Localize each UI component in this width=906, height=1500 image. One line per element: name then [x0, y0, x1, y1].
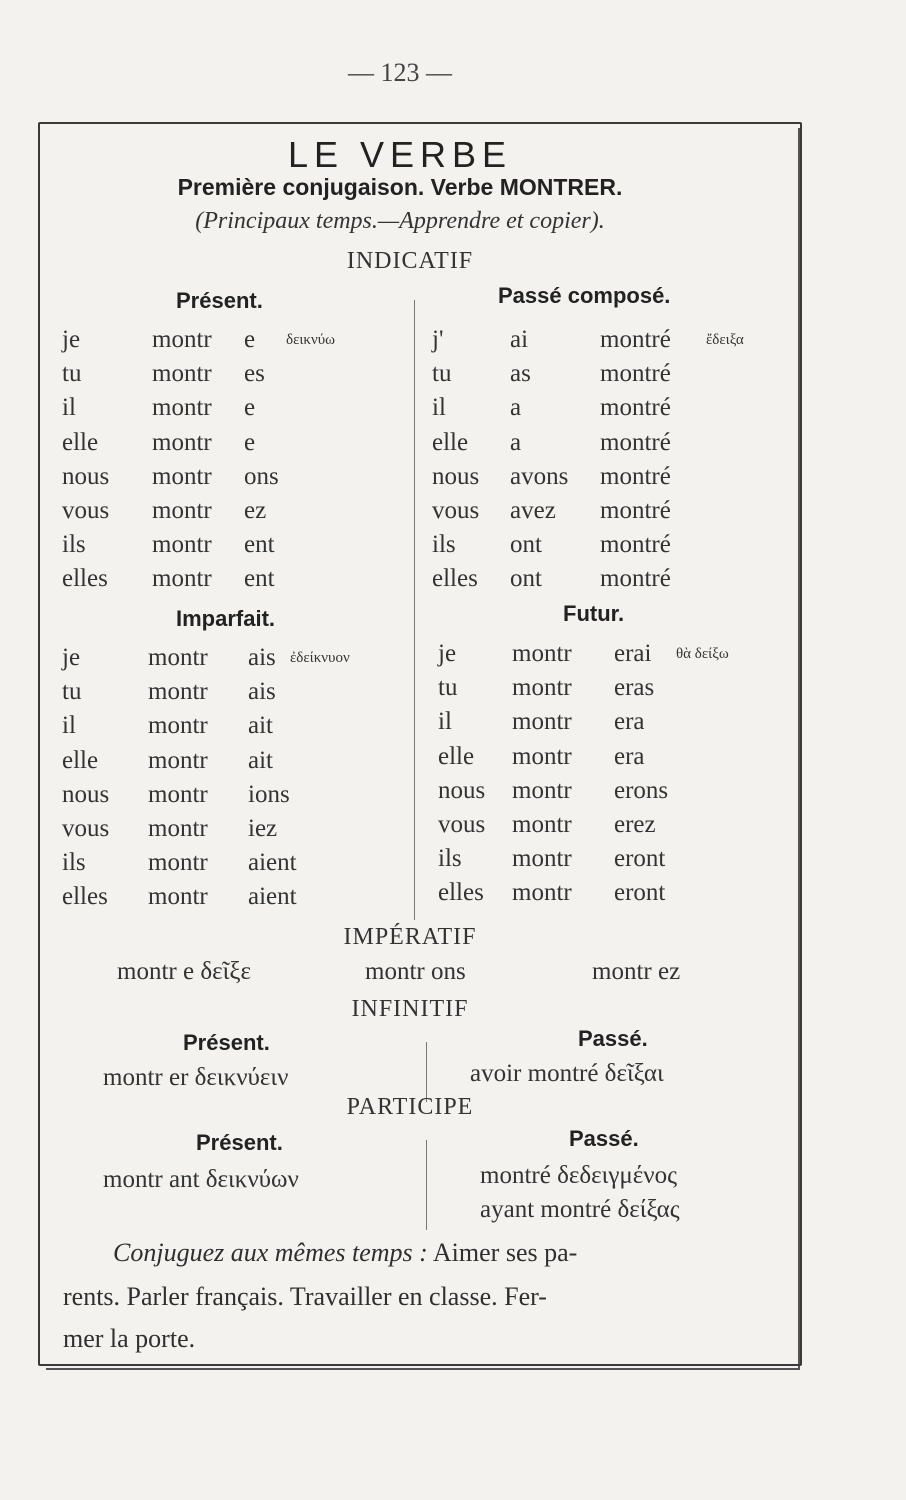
passe_compose-auxiliary: ont [510, 531, 542, 559]
passe_compose-auxiliary: a [510, 428, 522, 456]
subtitle: Première conjugaison. Verbe MONTRER. [177, 174, 623, 200]
exercise-italic: Conjuguez aux mêmes temps : [113, 1238, 428, 1267]
imparfait-stem: montr [148, 746, 208, 774]
infinitif-present-label: Présent. [183, 1030, 270, 1055]
present-ending: es [244, 360, 265, 388]
present-pronoun: nous [62, 462, 110, 490]
participe-passe-label: Passé. [569, 1126, 639, 1151]
passe_compose-participle: montré [600, 497, 671, 524]
futur-ending: erons [614, 776, 669, 804]
passe_compose-participle: montré [600, 360, 671, 388]
exercise-line-3: mer la porte. [63, 1324, 196, 1353]
passe_compose-auxiliary: a [510, 394, 522, 422]
imparfait-ending: ait [248, 712, 273, 740]
imparfait-pronoun: ils [62, 849, 86, 877]
imperatif-heading: IMPÉRATIF [343, 924, 477, 950]
present-pronoun: tu [62, 360, 82, 388]
futur-stem: montr [512, 879, 572, 907]
indicatif-divider [414, 300, 415, 920]
present-ending: ons [244, 462, 279, 490]
imparfait-stem: montr [148, 883, 208, 911]
instructions: (Principaux temps.—Apprendre et copier). [195, 208, 605, 234]
exercise-line-1 [113, 1236, 577, 1269]
present-pronoun: ils [62, 531, 86, 559]
imparfait-ending: ait [248, 746, 273, 774]
imperatif-form-3: montr ez [592, 958, 681, 985]
infinitif-heading: INFINITIF [351, 996, 469, 1022]
present-stem: montr [152, 428, 212, 456]
participe-present-value: montr ant δεικνύων [103, 1166, 299, 1193]
imparfait-ending: ais [248, 678, 276, 706]
futur-ending: eras [614, 674, 655, 702]
present-stem: montr [152, 565, 212, 593]
present-pronoun: elle [62, 428, 99, 456]
futur-ending: era [614, 742, 645, 770]
passe_compose-participle: montré [600, 428, 671, 456]
passe_compose-auxiliary: as [510, 360, 531, 388]
infinitif-passe-value: avoir montré δεῖξαι [470, 1060, 664, 1087]
participe-passe-value-2: ayant montré δείξας [480, 1196, 680, 1223]
futur-pronoun: nous [438, 776, 486, 804]
futur-ending: eront [614, 845, 666, 873]
present-stem: montr [152, 497, 212, 524]
futur-stem: montr [512, 674, 572, 702]
passe_compose-participle: montré [600, 565, 671, 593]
futur-ending: eront [614, 879, 666, 907]
present-stem: montr [152, 360, 212, 388]
futur-pronoun: elles [438, 879, 484, 907]
passe_compose-participle: montré [600, 394, 671, 422]
present-ending: e [244, 394, 256, 422]
futur-pronoun: je [438, 640, 457, 667]
present-stem: montr [152, 326, 212, 353]
present-pronoun: elles [62, 565, 108, 593]
imparfait-pronoun: il [62, 712, 76, 740]
imparfait-label: Imparfait. [176, 606, 276, 631]
futur-pronoun: ils [438, 845, 462, 873]
futur-pronoun: tu [438, 674, 458, 702]
present-label: Présent. [176, 288, 263, 313]
present-ending: ent [244, 565, 275, 593]
imparfait-pronoun: vous [62, 815, 110, 842]
futur-stem: montr [512, 708, 572, 736]
imparfait-greek-gloss: ἐδείκνυον [290, 650, 350, 666]
imparfait-stem: montr [148, 644, 208, 671]
passe_compose-pronoun: nous [432, 462, 480, 490]
infinitif-divider [426, 1042, 427, 1102]
imparfait-stem: montr [148, 712, 208, 740]
passe_compose-auxiliary: ont [510, 565, 542, 593]
passe_compose-pronoun: tu [432, 360, 452, 388]
futur-stem: montr [512, 845, 572, 873]
futur-label: Futur. [563, 601, 625, 626]
passe_compose-pronoun: j' [432, 326, 444, 353]
imparfait-pronoun: elle [62, 746, 99, 774]
imparfait-pronoun: elles [62, 883, 108, 911]
futur-stem: montr [512, 742, 572, 770]
futur-pronoun: elle [438, 742, 475, 770]
page-title: LE VERBE [287, 134, 513, 175]
futur-pronoun: il [438, 708, 452, 736]
imperatif-form-1: montr e δεῖξε [117, 958, 251, 985]
participe-passe-value-1: montré δεδειγμένος [480, 1162, 677, 1189]
present-stem: montr [152, 394, 212, 422]
passe_compose-pronoun: vous [432, 497, 480, 524]
imperatif-form-2: montr ons [365, 958, 466, 985]
passe_compose-participle: montré [600, 531, 671, 559]
present-stem: montr [152, 531, 212, 559]
present-stem: montr [152, 462, 212, 490]
passe_compose-participle: montré [600, 462, 671, 490]
passe_compose-pronoun: elle [432, 428, 469, 456]
futur-stem: montr [512, 640, 572, 667]
futur-pronoun: vous [438, 811, 486, 838]
present-ending: ent [244, 531, 275, 559]
futur-ending: era [614, 708, 645, 736]
present-ending: ez [244, 497, 267, 524]
futur-stem: montr [512, 776, 572, 804]
passe-compose-label: Passé composé. [498, 283, 671, 308]
exercise-line-1-rest: Aimer ses pa- [427, 1238, 578, 1267]
present-greek-gloss: δεικνύω [286, 332, 336, 348]
imparfait-pronoun: nous [62, 780, 110, 808]
imparfait-ending: aient [248, 849, 297, 877]
exercise-line-2: rents. Parler français. Travailler en classe. Fer- [63, 1282, 547, 1311]
passe_compose-auxiliary: ai [510, 326, 529, 353]
infinitif-passe-label: Passé. [578, 1026, 648, 1051]
imparfait-ending: aient [248, 883, 297, 911]
imparfait-stem: montr [148, 678, 208, 706]
present-ending: e [244, 326, 256, 353]
imparfait-stem: montr [148, 849, 208, 877]
passe_compose-greek-gloss: ἔδειξα [706, 332, 744, 348]
imparfait-ending: ions [248, 780, 290, 808]
imparfait-ending: ais [248, 644, 276, 671]
present-pronoun: je [62, 326, 81, 353]
futur-stem: montr [512, 811, 572, 838]
indicatif-heading: INDICATIF [346, 248, 474, 274]
passe_compose-auxiliary: avons [510, 462, 569, 490]
imparfait-pronoun: je [62, 644, 81, 671]
passe_compose-auxiliary: avez [510, 497, 556, 524]
participe-present-label: Présent. [196, 1130, 283, 1155]
futur-ending: erez [614, 811, 656, 838]
present-pronoun: il [62, 394, 76, 422]
page-number: — 123 — [348, 58, 452, 87]
participe-heading: PARTICIPE [346, 1094, 474, 1120]
imparfait-ending: iez [248, 815, 278, 842]
present-ending: e [244, 428, 256, 456]
passe_compose-participle: montré [600, 326, 671, 353]
infinitif-present-value: montr er δεικνύειν [103, 1064, 289, 1091]
imparfait-stem: montr [148, 815, 208, 842]
imparfait-stem: montr [148, 780, 208, 808]
passe_compose-pronoun: ils [432, 531, 456, 559]
imparfait-pronoun: tu [62, 678, 82, 706]
passe_compose-pronoun: elles [432, 565, 478, 593]
futur-ending: erai [614, 640, 652, 667]
passe_compose-pronoun: il [432, 394, 446, 422]
futur-greek-gloss: θὰ δείξω [676, 646, 729, 662]
participe-divider [426, 1140, 427, 1230]
present-pronoun: vous [62, 497, 110, 524]
